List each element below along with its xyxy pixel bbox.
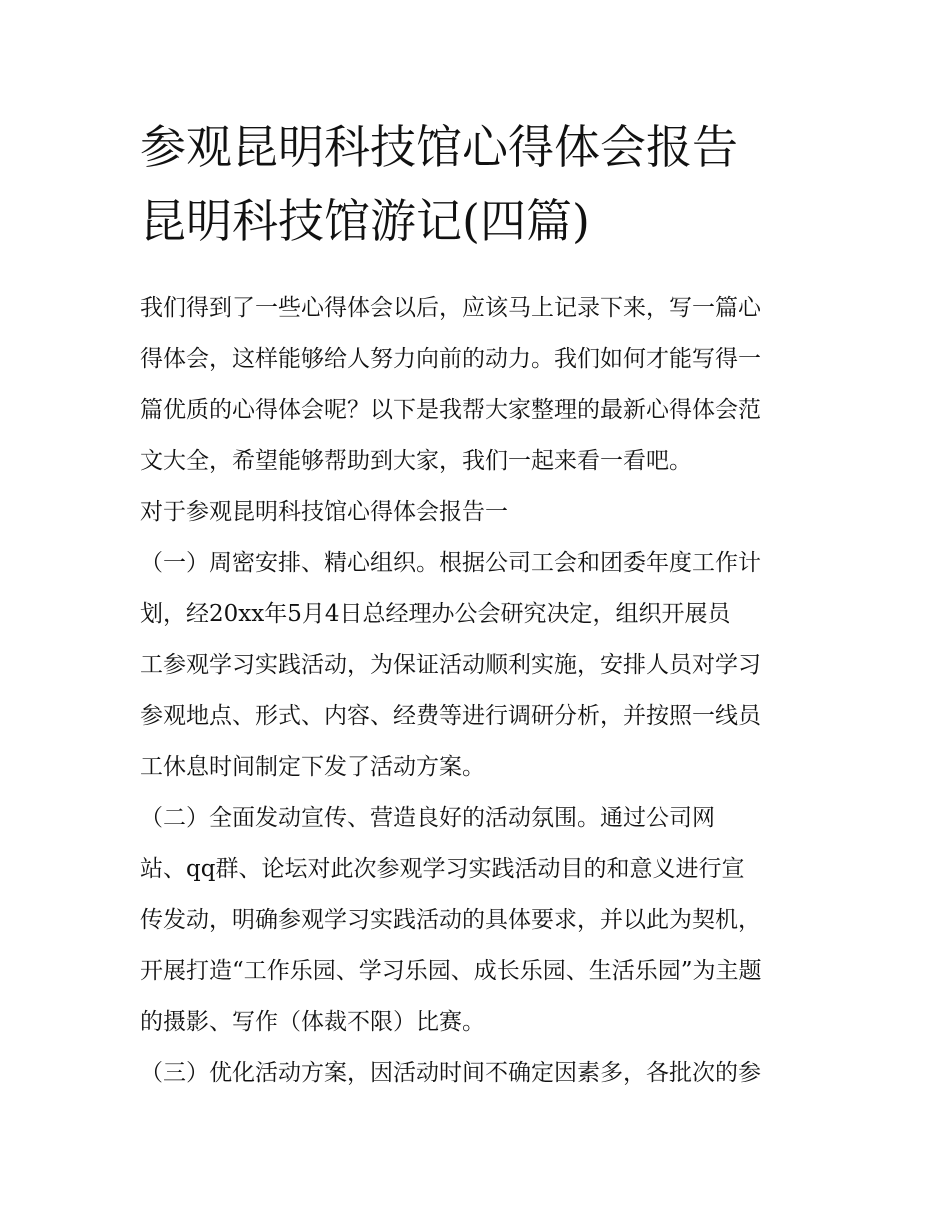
body-paragraph bbox=[140, 793, 815, 1048]
body-paragraph bbox=[140, 1048, 815, 1099]
text-line: 得体会，这样能够给人努力向前的动力。我们如何才能写得一 bbox=[140, 346, 761, 372]
document-body bbox=[140, 283, 815, 1099]
text-line: （一）周密安排、精心组织。根据公司工会和团委年度工作计 bbox=[140, 550, 761, 576]
text-line: 的摄影、写作（体裁不限）比赛。 bbox=[140, 1009, 485, 1035]
text-line: 开展打造“工作乐园、学习乐园、成长乐园、生活乐园”为主题 bbox=[140, 958, 762, 984]
text-line: 篇优质的心得体会呢？以下是我帮大家整理的最新心得体会范 bbox=[140, 397, 761, 423]
text-line: （二）全面发动宣传、营造良好的活动氛围。通过公司网 bbox=[140, 805, 715, 831]
text-line: 工参观学习实践活动，为保证活动顺利实施，安排人员对学习 bbox=[140, 652, 761, 678]
text-line: 文大全，希望能够帮助到大家，我们一起来看一看吧。 bbox=[140, 448, 692, 474]
text-line: 对于参观昆明科技馆心得体会报告一 bbox=[140, 499, 508, 525]
text-line: 站、qq群、论坛对此次参观学习实践活动目的和意义进行宣 bbox=[140, 856, 745, 882]
title-line: 参观昆明科技馆心得体会报告 bbox=[140, 120, 738, 174]
document-title bbox=[140, 110, 815, 258]
text-line: 工休息时间制定下发了活动方案。 bbox=[140, 754, 485, 780]
document-page bbox=[140, 110, 815, 1099]
section-heading bbox=[140, 487, 815, 538]
body-paragraph bbox=[140, 538, 815, 793]
text-line: 参观地点、形式、内容、经费等进行调研分析，并按照一线员 bbox=[140, 703, 761, 729]
text-line: 我们得到了一些心得体会以后，应该马上记录下来，写一篇心 bbox=[140, 295, 761, 321]
intro-paragraph bbox=[140, 283, 815, 487]
text-line: 划，经20xx年5月4日总经理办公会研究决定，组织开展员 bbox=[140, 601, 731, 627]
text-line: （三）优化活动方案，因活动时间不确定因素多，各批次的参 bbox=[140, 1060, 761, 1086]
text-line: 传发动，明确参观学习实践活动的具体要求，并以此为契机， bbox=[140, 907, 761, 933]
title-line: 昆明科技馆游记(四篇) bbox=[140, 194, 590, 248]
